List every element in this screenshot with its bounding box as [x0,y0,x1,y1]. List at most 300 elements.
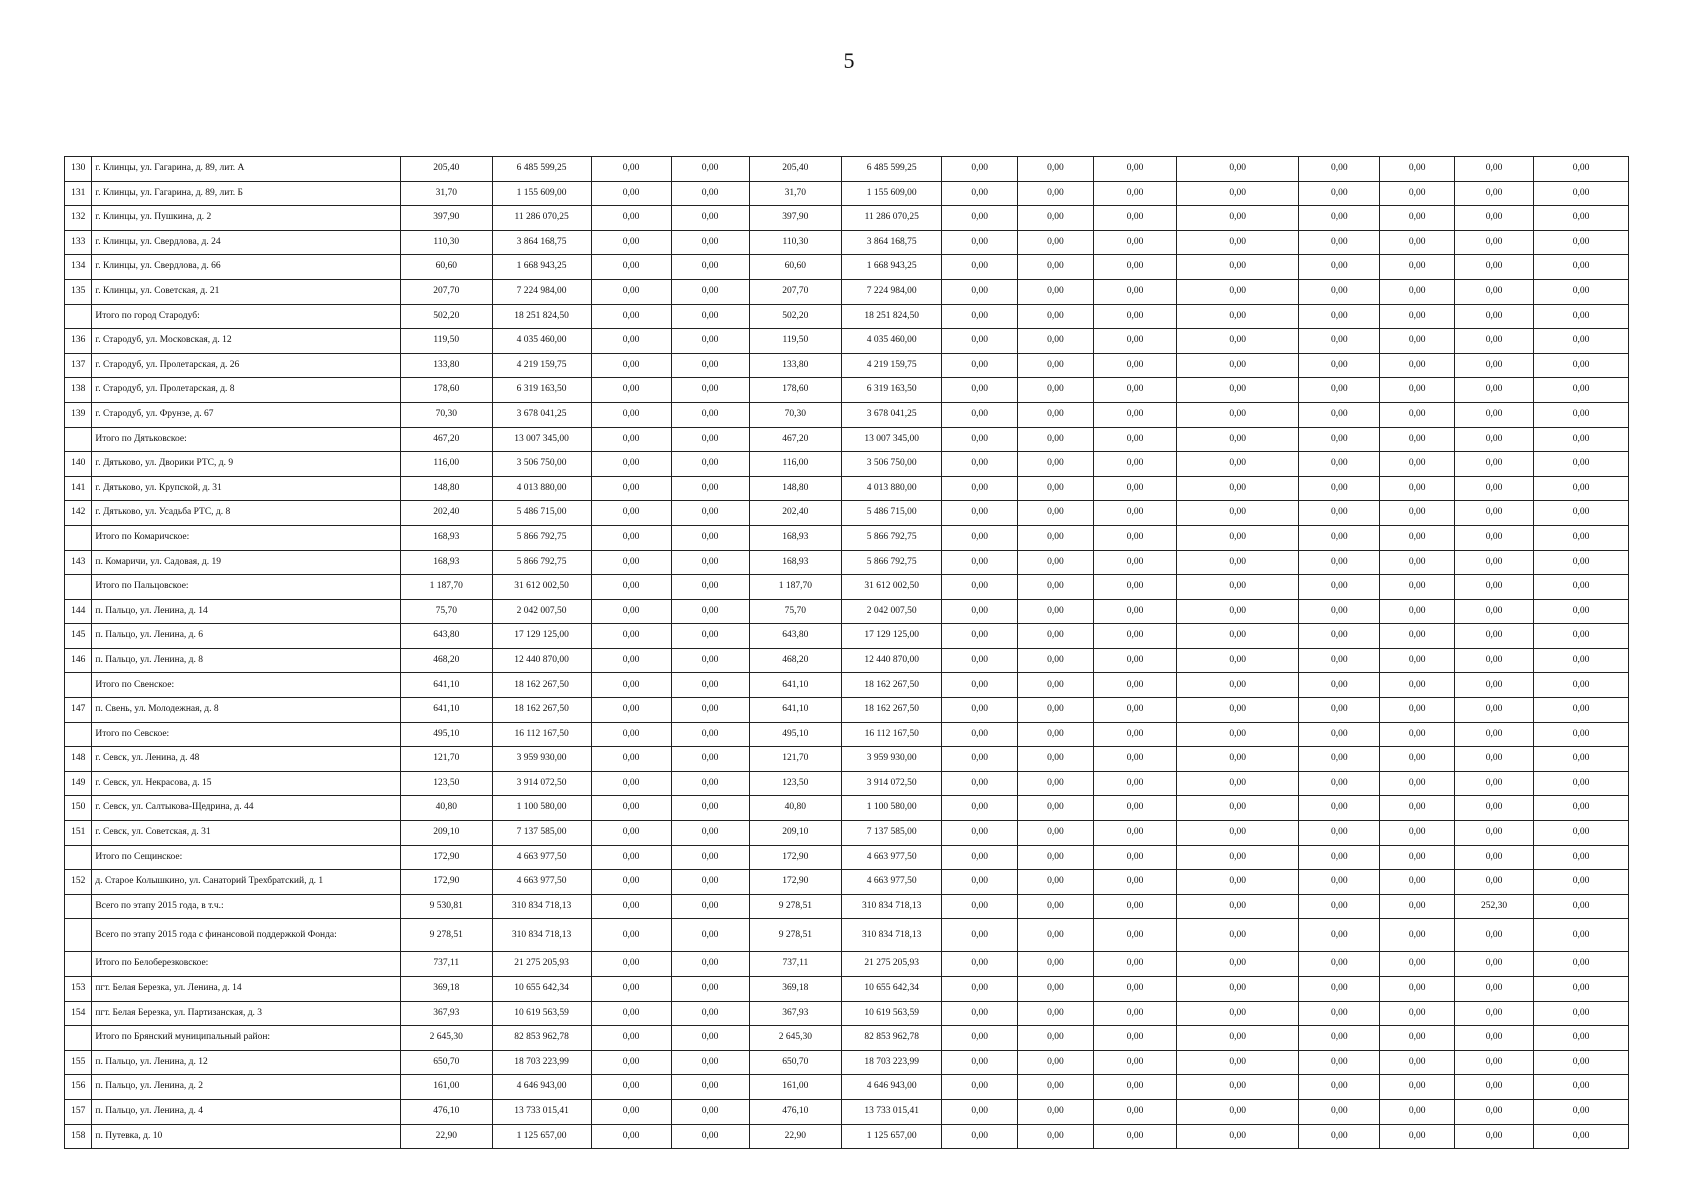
row-value: 11 286 070,25 [492,206,591,231]
row-value: 3 914 072,50 [492,771,591,796]
row-value: 468,20 [749,648,842,673]
row-value: 0,00 [1534,402,1629,427]
row-value: 0,00 [1093,402,1176,427]
row-value: 18 703 223,99 [842,1050,942,1075]
row-value: 0,00 [1177,747,1299,772]
row-value: 0,00 [1380,329,1455,354]
row-value: 75,70 [749,599,842,624]
row-number: 150 [65,796,92,821]
row-number: 130 [65,157,92,182]
row-address: г. Клинцы, ул. Гагарина, д. 89, лит. Б [92,181,401,206]
row-value: 0,00 [1534,157,1629,182]
table-row [65,157,1629,182]
row-value: 31,70 [400,181,492,206]
row-address: Итого по Пальцовское: [92,575,401,600]
row-value: 0,00 [1299,1124,1380,1149]
row-value: 0,00 [1299,977,1380,1002]
row-value: 0,00 [671,870,749,895]
row-value: 0,00 [1380,796,1455,821]
row-value: 0,00 [1455,550,1534,575]
row-value: 0,00 [1534,747,1629,772]
row-value: 13 733 015,41 [492,1099,591,1124]
row-address: г. Севск, ул. Некрасова, д. 15 [92,771,401,796]
row-value: 0,00 [591,919,671,952]
row-number: 135 [65,279,92,304]
row-value: 0,00 [591,952,671,977]
row-value: 0,00 [671,747,749,772]
row-value: 1 668 943,25 [492,255,591,280]
table-row [65,550,1629,575]
row-value: 0,00 [1534,378,1629,403]
row-address: г. Севск, ул. Салтыкова-Щедрина, д. 44 [92,796,401,821]
row-value: 0,00 [591,771,671,796]
table-row [65,181,1629,206]
row-value: 18 251 824,50 [492,304,591,329]
row-value: 0,00 [671,1050,749,1075]
row-value: 0,00 [671,279,749,304]
row-number [65,845,92,870]
row-value: 0,00 [1093,575,1176,600]
row-value: 119,50 [749,329,842,354]
row-value: 0,00 [1018,1124,1094,1149]
row-value: 0,00 [1299,353,1380,378]
row-value: 4 219 159,75 [492,353,591,378]
table-row [65,575,1629,600]
row-value: 0,00 [1299,1026,1380,1051]
row-value: 0,00 [1299,796,1380,821]
row-value: 369,18 [400,977,492,1002]
row-value: 310 834 718,13 [492,894,591,919]
row-value: 0,00 [1018,821,1094,846]
row-value: 21 275 205,93 [842,952,942,977]
row-value: 0,00 [591,353,671,378]
row-value: 4 646 943,00 [492,1075,591,1100]
row-value: 0,00 [671,206,749,231]
row-value: 0,00 [1299,501,1380,526]
row-value: 0,00 [1018,870,1094,895]
row-value: 4 663 977,50 [842,870,942,895]
row-value: 0,00 [942,673,1018,698]
row-value: 0,00 [1018,796,1094,821]
row-value: 0,00 [942,1050,1018,1075]
row-value: 5 866 792,75 [842,550,942,575]
row-value: 0,00 [591,255,671,280]
row-value: 0,00 [1455,698,1534,723]
row-address: пгт. Белая Березка, ул. Партизанская, д. 3 [92,1001,401,1026]
row-value: 10 655 642,34 [842,977,942,1002]
row-value: 0,00 [942,255,1018,280]
row-value: 0,00 [1534,722,1629,747]
row-number: 136 [65,329,92,354]
row-value: 0,00 [1093,673,1176,698]
row-number: 148 [65,747,92,772]
row-value: 0,00 [671,1124,749,1149]
row-address: Итого по Брянский муниципальный район: [92,1026,401,1051]
row-address: г. Стародуб, ул. Московская, д. 12 [92,329,401,354]
row-value: 0,00 [671,353,749,378]
row-value: 0,00 [1299,550,1380,575]
row-value: 367,93 [749,1001,842,1026]
row-value: 0,00 [1534,952,1629,977]
row-value: 0,00 [1093,796,1176,821]
row-value: 0,00 [942,1099,1018,1124]
row-value: 0,00 [591,624,671,649]
row-value: 0,00 [1380,230,1455,255]
row-value: 0,00 [1018,181,1094,206]
row-value: 0,00 [1018,353,1094,378]
row-value: 0,00 [1380,1124,1455,1149]
row-value: 0,00 [942,230,1018,255]
row-value: 10 619 563,59 [492,1001,591,1026]
table-row [65,919,1629,952]
row-value: 0,00 [942,402,1018,427]
row-value: 0,00 [591,550,671,575]
row-value: 1 125 657,00 [492,1124,591,1149]
row-value: 0,00 [591,845,671,870]
row-value: 0,00 [1018,624,1094,649]
row-value: 0,00 [591,1075,671,1100]
row-value: 18 703 223,99 [492,1050,591,1075]
row-address: г. Клинцы, ул. Пушкина, д. 2 [92,206,401,231]
row-address: п. Пальцо, ул. Ленина, д. 8 [92,648,401,673]
row-value: 13 007 345,00 [492,427,591,452]
row-value: 0,00 [942,977,1018,1002]
row-value: 0,00 [1018,476,1094,501]
row-value: 0,00 [1299,452,1380,477]
row-value: 3 864 168,75 [492,230,591,255]
row-value: 0,00 [1177,378,1299,403]
row-value: 2 645,30 [400,1026,492,1051]
row-value: 0,00 [1093,501,1176,526]
row-value: 2 042 007,50 [842,599,942,624]
table-row [65,402,1629,427]
row-value: 161,00 [749,1075,842,1100]
row-value: 0,00 [942,624,1018,649]
row-value: 178,60 [749,378,842,403]
row-address: п. Пальцо, ул. Ленина, д. 2 [92,1075,401,1100]
row-value: 0,00 [1177,1075,1299,1100]
row-value: 0,00 [591,157,671,182]
row-value: 9 530,81 [400,894,492,919]
row-value: 178,60 [400,378,492,403]
row-value: 0,00 [1177,181,1299,206]
row-value: 0,00 [1455,452,1534,477]
row-value: 0,00 [591,821,671,846]
row-value: 31 612 002,50 [492,575,591,600]
row-address: п. Пальцо, ул. Ленина, д. 6 [92,624,401,649]
row-value: 0,00 [1299,845,1380,870]
row-value: 1 187,70 [749,575,842,600]
row-value: 0,00 [1455,255,1534,280]
row-value: 0,00 [1299,525,1380,550]
row-value: 13 733 015,41 [842,1099,942,1124]
row-value: 0,00 [1177,452,1299,477]
row-number [65,919,92,952]
row-value: 0,00 [671,673,749,698]
row-value: 0,00 [1299,722,1380,747]
row-value: 0,00 [1093,599,1176,624]
row-value: 0,00 [1299,870,1380,895]
row-value: 0,00 [1380,206,1455,231]
row-value: 0,00 [1299,919,1380,952]
row-value: 369,18 [749,977,842,1002]
row-value: 0,00 [1177,304,1299,329]
table-row [65,279,1629,304]
row-value: 11 286 070,25 [842,206,942,231]
row-address: Итого по Дятьковское: [92,427,401,452]
row-value: 0,00 [942,452,1018,477]
row-value: 0,00 [1299,648,1380,673]
row-address: п. Комаричи, ул. Садовая, д. 19 [92,550,401,575]
row-number: 133 [65,230,92,255]
row-value: 0,00 [1177,894,1299,919]
row-value: 0,00 [1380,353,1455,378]
row-value: 1 668 943,25 [842,255,942,280]
row-value: 0,00 [1455,599,1534,624]
row-value: 0,00 [671,952,749,977]
table-row [65,329,1629,354]
row-value: 0,00 [671,575,749,600]
row-value: 1 100 580,00 [492,796,591,821]
row-value: 5 486 715,00 [492,501,591,526]
row-value: 0,00 [1299,1001,1380,1026]
row-value: 16 112 167,50 [842,722,942,747]
row-value: 0,00 [942,525,1018,550]
row-value: 0,00 [1299,952,1380,977]
row-value: 133,80 [749,353,842,378]
row-value: 0,00 [1177,353,1299,378]
row-value: 0,00 [1018,329,1094,354]
row-value: 0,00 [1018,599,1094,624]
row-address: г. Дятьково, ул. Дворики РТС, д. 9 [92,452,401,477]
row-value: 0,00 [1093,476,1176,501]
row-value: 0,00 [1455,1099,1534,1124]
row-value: 0,00 [1455,1026,1534,1051]
table-row [65,1099,1629,1124]
row-value: 0,00 [1455,402,1534,427]
row-value: 0,00 [671,550,749,575]
row-value: 0,00 [1018,698,1094,723]
row-value: 367,93 [400,1001,492,1026]
row-value: 0,00 [1177,501,1299,526]
row-value: 60,60 [749,255,842,280]
table-body [65,157,1629,1149]
row-value: 0,00 [1455,181,1534,206]
row-value: 0,00 [591,1124,671,1149]
row-value: 0,00 [1455,673,1534,698]
row-value: 0,00 [1018,1099,1094,1124]
row-number: 134 [65,255,92,280]
row-value: 6 319 163,50 [492,378,591,403]
row-value: 0,00 [1177,230,1299,255]
row-number [65,304,92,329]
row-value: 0,00 [1534,919,1629,952]
row-value: 0,00 [671,230,749,255]
row-value: 397,90 [749,206,842,231]
row-number: 143 [65,550,92,575]
row-value: 0,00 [591,698,671,723]
row-number: 137 [65,353,92,378]
row-value: 0,00 [942,1001,1018,1026]
row-value: 70,30 [400,402,492,427]
row-value: 0,00 [1299,1050,1380,1075]
row-value: 502,20 [400,304,492,329]
row-value: 0,00 [942,599,1018,624]
row-value: 0,00 [1380,870,1455,895]
row-value: 0,00 [1534,599,1629,624]
row-value: 0,00 [1380,821,1455,846]
row-value: 0,00 [1455,796,1534,821]
row-value: 0,00 [942,329,1018,354]
row-value: 0,00 [1455,501,1534,526]
row-value: 12 440 870,00 [492,648,591,673]
row-address: пгт. Белая Березка, ул. Ленина, д. 14 [92,977,401,1002]
row-value: 3 506 750,00 [492,452,591,477]
row-value: 0,00 [1177,952,1299,977]
row-value: 0,00 [1380,648,1455,673]
row-value: 0,00 [1018,402,1094,427]
row-value: 0,00 [1299,157,1380,182]
row-value: 0,00 [1380,1001,1455,1026]
row-value: 0,00 [1534,821,1629,846]
table-row [65,796,1629,821]
row-value: 0,00 [942,870,1018,895]
row-value: 0,00 [1018,977,1094,1002]
row-value: 1 100 580,00 [842,796,942,821]
row-number [65,427,92,452]
row-value: 4 663 977,50 [492,870,591,895]
row-value: 0,00 [1093,353,1176,378]
row-value: 133,80 [400,353,492,378]
row-value: 207,70 [400,279,492,304]
row-value: 10 655 642,34 [492,977,591,1002]
row-value: 0,00 [591,402,671,427]
table-row [65,206,1629,231]
row-value: 4 013 880,00 [842,476,942,501]
row-value: 0,00 [1018,378,1094,403]
row-value: 0,00 [1534,977,1629,1002]
row-value: 0,00 [942,894,1018,919]
row-value: 18 162 267,50 [842,698,942,723]
table-row [65,1050,1629,1075]
row-value: 6 485 599,25 [842,157,942,182]
row-number [65,722,92,747]
table-row [65,378,1629,403]
row-value: 0,00 [1177,599,1299,624]
row-address: Итого по Белоберезковское: [92,952,401,977]
row-value: 0,00 [942,747,1018,772]
row-value: 0,00 [1177,624,1299,649]
row-value: 0,00 [1534,1050,1629,1075]
row-value: 0,00 [1299,673,1380,698]
row-address: Всего по этапу 2015 года с финансовой поддержкой Фонда: [92,919,401,952]
row-value: 0,00 [1455,304,1534,329]
row-value: 467,20 [400,427,492,452]
row-value: 0,00 [1093,329,1176,354]
row-value: 0,00 [1093,255,1176,280]
row-value: 0,00 [591,476,671,501]
row-value: 0,00 [671,378,749,403]
row-value: 0,00 [1455,870,1534,895]
table-row [65,525,1629,550]
row-value: 0,00 [1093,894,1176,919]
row-value: 0,00 [1177,722,1299,747]
row-value: 0,00 [1455,206,1534,231]
row-value: 6 319 163,50 [842,378,942,403]
row-value: 4 663 977,50 [492,845,591,870]
row-address: г. Дятьково, ул. Крупской, д. 31 [92,476,401,501]
row-address: п. Свень, ул. Молодежная, д. 8 [92,698,401,723]
row-number: 139 [65,402,92,427]
row-value: 0,00 [1093,378,1176,403]
row-value: 0,00 [1299,747,1380,772]
row-value: 0,00 [1380,919,1455,952]
row-value: 0,00 [1177,845,1299,870]
row-value: 0,00 [1380,402,1455,427]
row-value: 0,00 [1177,402,1299,427]
row-value: 22,90 [749,1124,842,1149]
row-value: 0,00 [1534,525,1629,550]
row-address: Итого по Севское: [92,722,401,747]
row-value: 0,00 [1534,279,1629,304]
table-row [65,599,1629,624]
row-value: 0,00 [942,575,1018,600]
row-number: 156 [65,1075,92,1100]
row-value: 0,00 [1018,304,1094,329]
row-value: 0,00 [1299,255,1380,280]
row-value: 0,00 [1534,427,1629,452]
row-value: 205,40 [749,157,842,182]
data-table [64,156,1629,1149]
row-value: 0,00 [1299,1075,1380,1100]
row-value: 0,00 [1018,771,1094,796]
row-value: 0,00 [1455,821,1534,846]
row-value: 0,00 [942,796,1018,821]
row-value: 0,00 [1177,1124,1299,1149]
row-value: 2 042 007,50 [492,599,591,624]
row-value: 0,00 [1380,255,1455,280]
row-value: 123,50 [400,771,492,796]
row-value: 3 959 930,00 [492,747,591,772]
row-value: 0,00 [1299,329,1380,354]
row-value: 0,00 [1093,1099,1176,1124]
row-value: 641,10 [749,698,842,723]
table-row [65,747,1629,772]
row-value: 0,00 [671,255,749,280]
row-value: 0,00 [1299,402,1380,427]
row-value: 0,00 [671,1001,749,1026]
row-value: 0,00 [1018,230,1094,255]
row-value: 0,00 [1455,977,1534,1002]
row-number: 158 [65,1124,92,1149]
row-value: 0,00 [1177,1050,1299,1075]
row-value: 40,80 [749,796,842,821]
row-number: 144 [65,599,92,624]
row-address: Итого по Свенское: [92,673,401,698]
row-address: п. Пальцо, ул. Ленина, д. 12 [92,1050,401,1075]
row-value: 0,00 [1534,1001,1629,1026]
row-value: 3 864 168,75 [842,230,942,255]
row-value: 0,00 [1018,1001,1094,1026]
row-value: 17 129 125,00 [492,624,591,649]
row-address: Итого по Комаричское: [92,525,401,550]
row-value: 0,00 [942,501,1018,526]
table-row [65,353,1629,378]
table-row [65,771,1629,796]
row-value: 0,00 [1380,550,1455,575]
row-value: 0,00 [671,1075,749,1100]
row-value: 502,20 [749,304,842,329]
